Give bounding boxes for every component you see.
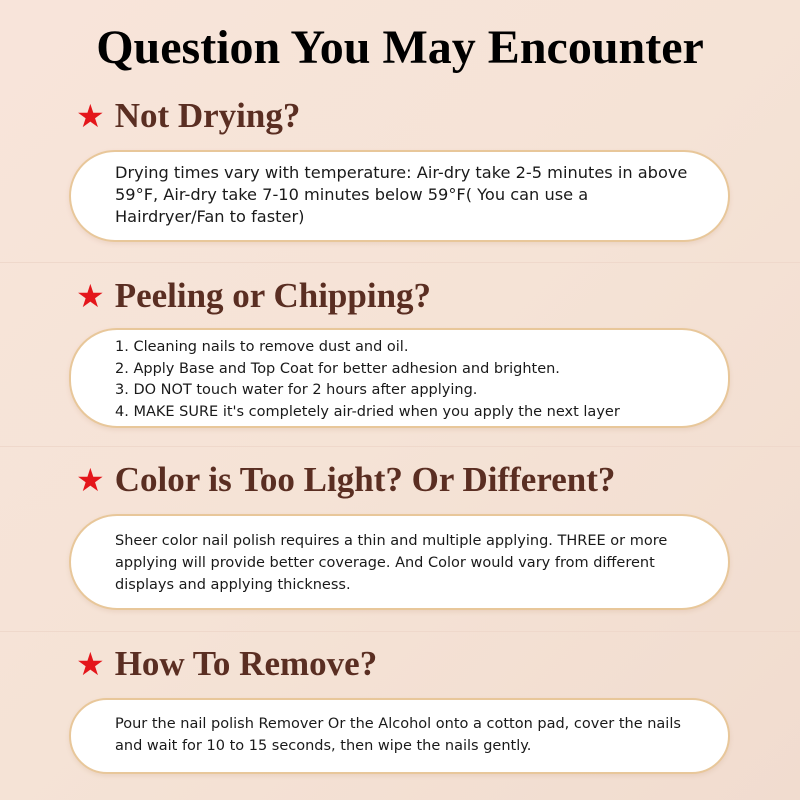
section-divider bbox=[0, 631, 800, 632]
answer-text bbox=[115, 530, 667, 596]
page-title: Question You May Encounter bbox=[96, 21, 704, 74]
answer-line: Drying times vary with temperature: Air-dry take 2-5 minutes in above bbox=[115, 163, 688, 182]
answer-line: 2. Apply Base and Top Coat for better adhesion and brighten. bbox=[115, 360, 560, 377]
section-heading-text: Color is Too Light? Or Different? bbox=[114, 460, 616, 499]
star-icon: ★ bbox=[76, 645, 105, 683]
section-heading-not-drying bbox=[76, 94, 300, 138]
answer-line: and wait for 10 to 15 seconds, then wipe the nails gently. bbox=[115, 738, 532, 754]
answer-line: Hairdryer/Fan to faster) bbox=[115, 207, 305, 226]
answer-card-color bbox=[69, 514, 730, 610]
answer-line: 59°F, Air-dry take 7-10 minutes below 59°F( You can use a bbox=[115, 185, 589, 204]
answer-text bbox=[115, 713, 681, 757]
answer-card-not-drying bbox=[69, 150, 730, 242]
section-heading-color bbox=[76, 458, 615, 502]
star-icon: ★ bbox=[76, 461, 105, 499]
answer-text bbox=[115, 337, 620, 423]
section-divider bbox=[0, 446, 800, 447]
section-heading-text: Peeling or Chipping? bbox=[114, 276, 432, 315]
answer-line: Sheer color nail polish requires a thin and multiple applying. THREE or more bbox=[115, 533, 668, 549]
star-icon: ★ bbox=[76, 97, 105, 135]
section-heading-text: How To Remove? bbox=[114, 644, 378, 683]
answer-line: Pour the nail polish Remover Or the Alcohol onto a cotton pad, cover the nails bbox=[115, 716, 681, 732]
section-heading-text: Not Drying? bbox=[114, 96, 301, 135]
answer-text bbox=[115, 162, 687, 228]
answer-line: 1. Cleaning nails to remove dust and oil. bbox=[115, 339, 409, 355]
star-icon: ★ bbox=[76, 277, 105, 315]
answer-line: applying will provide better coverage. And Color would vary from different bbox=[115, 555, 655, 571]
answer-card-peeling bbox=[69, 328, 730, 428]
section-heading-remove bbox=[76, 642, 377, 686]
section-divider bbox=[0, 262, 800, 263]
answer-card-remove bbox=[69, 698, 730, 774]
section-heading-peeling bbox=[76, 274, 431, 318]
answer-line: displays and applying thickness. bbox=[115, 577, 351, 593]
answer-line: 3. DO NOT touch water for 2 hours after applying. bbox=[115, 382, 478, 398]
answer-line: 4. MAKE SURE it's completely air-dried when you apply the next layer bbox=[115, 403, 620, 420]
